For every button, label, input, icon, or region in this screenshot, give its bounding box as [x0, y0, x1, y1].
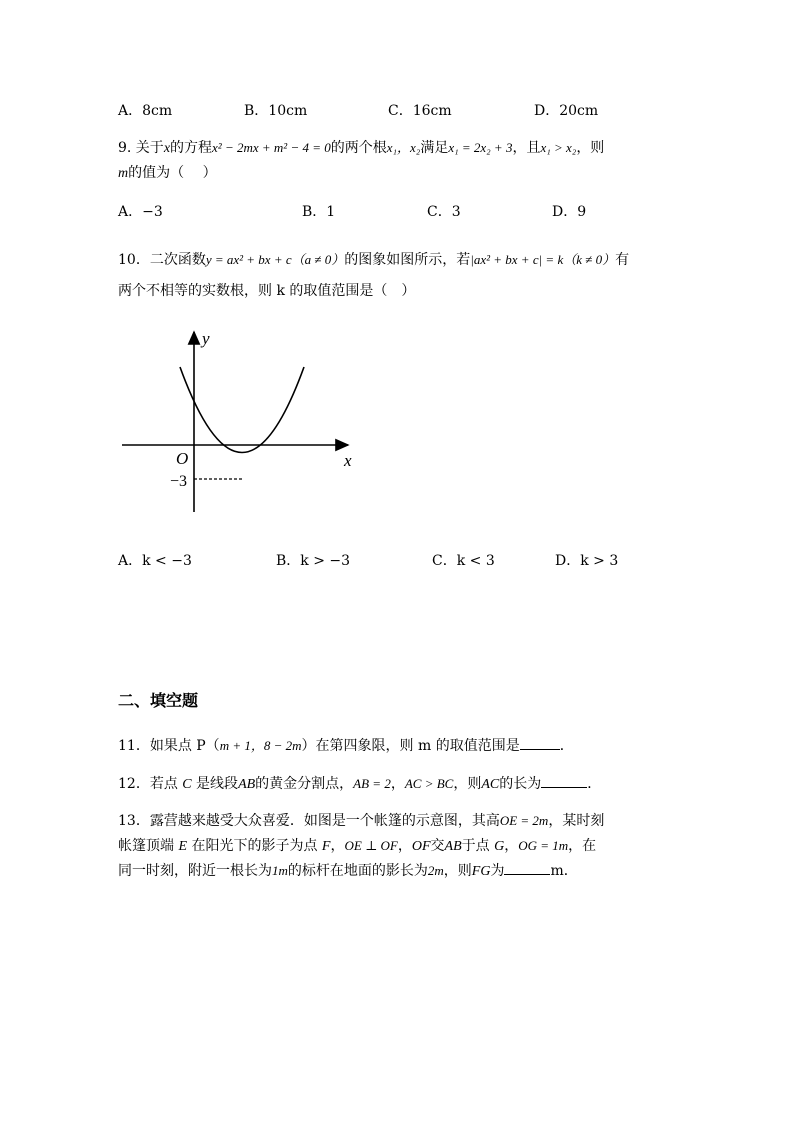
y-axis-label: y [202, 329, 210, 348]
q10-text: 10．二次函数 [118, 252, 206, 268]
q9-text: 9. 关于 [118, 140, 164, 156]
q12-text: 12．若点 [118, 776, 183, 792]
q12-point-c: C [182, 777, 192, 792]
q13-text: 的标杆在地面的影长为 [287, 863, 428, 879]
q13-len1: 1m [272, 863, 288, 878]
q10-line1 [118, 249, 629, 269]
q12-segment-ac: AC [481, 777, 500, 792]
q9-relation: x₁ = 2x₂ + 3 [448, 140, 513, 155]
q13-text: ， [397, 838, 412, 854]
section-title: 二、填空题 [118, 691, 199, 710]
q10-option-b: B．k > −3 [276, 553, 351, 569]
q11 [118, 735, 574, 755]
q12-text: ． [587, 776, 602, 792]
q13-oe: OE = 2m [499, 813, 549, 828]
q9-text: 的值为（ ） [128, 165, 217, 181]
q13-text: ，在 [568, 838, 597, 854]
q13-perp: OE ⊥ OF [344, 838, 398, 853]
q12-text: 是线段 [191, 776, 239, 792]
q12 [118, 773, 601, 793]
q12-cond2: AC > BC [404, 776, 454, 791]
q13-of: OF [411, 839, 431, 854]
q10-abs-equation: |ax² + bx + c| = k（k ≠ 0） [470, 252, 616, 267]
q12-text: ，则 [453, 776, 482, 792]
q9-option-d: D．9 [552, 204, 587, 220]
min-value-label: −3 [170, 473, 188, 490]
q9-options [118, 201, 678, 223]
q13-text: ，则 [443, 863, 472, 879]
parabola-graph [110, 322, 370, 517]
q9-condition: x₁ > x₂ [540, 140, 577, 155]
q12-segment-ab: AB [238, 777, 256, 792]
q9-var-m: m [118, 166, 129, 181]
q10-option-d: D．k > 3 [555, 553, 619, 569]
q9-option-b: B．1 [302, 204, 336, 220]
q13-line3 [118, 860, 578, 880]
q13-text: 交 [430, 838, 445, 854]
q9-text: 的方程 [170, 140, 213, 156]
q13-answer-blank[interactable] [504, 860, 550, 875]
q13-og: OG = 1m [518, 838, 569, 853]
q9-option-c: C．3 [427, 204, 461, 220]
q13-text: ，某时刻 [548, 813, 605, 829]
q10-option-a: A．k < −3 [118, 553, 192, 569]
q8-options [118, 100, 678, 122]
q9-text: 的两个根 [330, 140, 387, 156]
q13-text: 同一时刻，附近一根长为 [118, 863, 272, 879]
q13-text: m． [550, 863, 578, 879]
q13-point-e: E [178, 839, 188, 854]
q9-equation: x² − 2mx + m² − 4 = 0 [212, 140, 331, 155]
q10-options [118, 550, 678, 572]
q13-fg: FG [471, 864, 491, 879]
q11-text: 11．如果点 P（ [118, 738, 220, 754]
q10-line2: 两个不相等的实数根，则 k 的取值范围是（ ） [118, 283, 416, 299]
q9-line1 [118, 137, 604, 157]
q13-text: 于点 [461, 838, 495, 854]
q13-text: 13．露营越来越受大众喜爱．如图是一个帐篷的示意图，其高 [118, 813, 500, 829]
origin-label: O [176, 449, 189, 468]
q13-text: ， [504, 838, 519, 854]
q13-line2 [118, 835, 596, 855]
q8-option-b: B．10cm [244, 103, 308, 119]
q9-roots: x₁，x₂ [386, 140, 421, 155]
q13-point-f: F [321, 839, 331, 854]
q10-option-c: C．k < 3 [432, 553, 495, 569]
q13-text: 帐篷顶端 [118, 838, 179, 854]
q10-text: 有 [615, 252, 630, 268]
q10-function: y = ax² + bx + c（a ≠ 0） [205, 252, 345, 267]
q9-option-a: A．−3 [118, 204, 163, 220]
q9-line2 [118, 162, 217, 182]
q11-text: ． [559, 738, 574, 754]
parabola-curve [180, 367, 304, 453]
q9-text: ，则 [576, 140, 605, 156]
q12-cond1: AB = 2 [353, 776, 391, 791]
q13-text: ， [330, 838, 345, 854]
q12-answer-blank[interactable] [541, 773, 587, 788]
q13-text: 在阳光下的影子为点 [187, 838, 322, 854]
x-axis-label: x [344, 451, 352, 470]
q9-text: 满足 [420, 140, 449, 156]
q8-option-d: D．20cm [534, 103, 599, 119]
q13-text: 为 [490, 863, 505, 879]
q13-len2: 2m [427, 863, 444, 878]
q13-point-g: G [494, 839, 505, 854]
q9-text: ，且 [512, 140, 541, 156]
q11-answer-blank[interactable] [520, 735, 560, 750]
q12-text: 的长为 [499, 776, 542, 792]
q13-ab: AB [444, 839, 462, 854]
q13-line1 [118, 810, 604, 830]
q9-var-x: x [163, 141, 171, 156]
q8-option-a: A．8cm [118, 103, 173, 119]
q11-text: ）在第四象限，则 m 的取值范围是 [301, 738, 520, 754]
q10-text: 的图象如图所示，若 [344, 252, 471, 268]
q12-text: 的黄金分割点， [255, 776, 354, 792]
q8-option-c: C．16cm [388, 103, 452, 119]
q12-text: ， [390, 776, 405, 792]
q11-coords: m + 1，8 − 2m [219, 738, 302, 753]
